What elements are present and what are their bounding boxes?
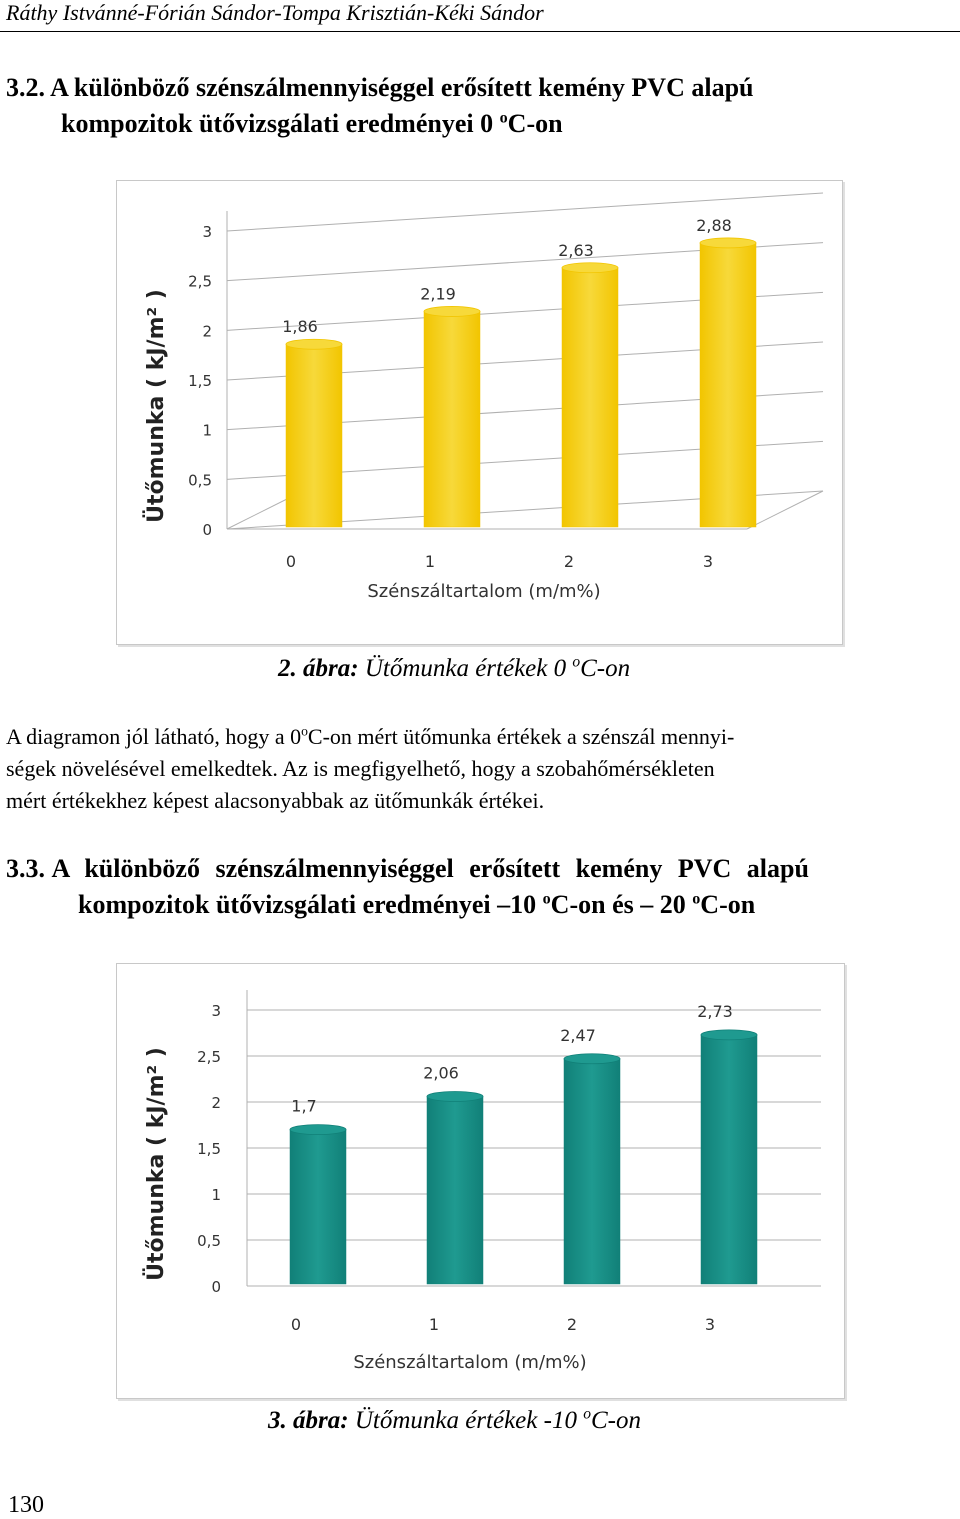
degree-sup: o: [583, 1405, 591, 1423]
x-tick-label: 3: [704, 1315, 716, 1334]
chart-svg: [117, 964, 844, 1398]
bar-0: [290, 1130, 346, 1284]
paragraph-line1: A diagramon jól látható, hogy a 0: [6, 724, 302, 749]
y-tick-label: 0,5: [197, 1232, 221, 1250]
paragraph-line3: mért értékekhez képest alacsonyabbak az ütőmunkák értékei.: [6, 788, 545, 813]
data-label: 2,63: [558, 240, 594, 260]
section-number: 3.3.: [6, 854, 45, 883]
header-rule: [0, 31, 960, 32]
chart-svg: [117, 181, 842, 644]
bar-top-1: [424, 306, 480, 316]
caption-text-end: C-on: [590, 1407, 641, 1434]
caption-text-end: C-on: [580, 655, 631, 682]
y-tick-label: 1,5: [197, 1140, 221, 1158]
bar-top-3: [701, 1030, 757, 1040]
chart-figure-2: [116, 180, 843, 645]
degree-sup: o: [542, 890, 551, 908]
data-label: 2,06: [423, 1063, 459, 1083]
bar-2: [562, 268, 618, 527]
x-tick-label: 1: [424, 552, 436, 571]
bar-1: [427, 1096, 483, 1284]
x-tick-label: 3: [702, 552, 714, 571]
y-tick-label: 2,5: [197, 1048, 221, 1066]
bar-3: [700, 243, 756, 527]
degree-sup: o: [301, 723, 308, 739]
x-axis-title: Szénszáltartalom (m/m%): [353, 1352, 587, 1373]
bar-top-2: [562, 263, 618, 273]
degree-sup: o: [572, 653, 581, 671]
section-title-line1: A különböző szénszálmennyiséggel erősített kemény PVC alapú: [51, 854, 809, 883]
x-tick-label: 1: [428, 1315, 440, 1334]
floor-side: [747, 491, 823, 529]
y-tick-label: 1: [202, 421, 212, 440]
degree-sup: o: [499, 109, 508, 127]
section-heading-3-2: [6, 70, 956, 142]
data-label: 2,73: [697, 1001, 733, 1021]
figure-2-caption: [278, 655, 630, 683]
caption-number: 2. ábra:: [278, 655, 359, 682]
x-tick-label: 0: [290, 1315, 302, 1334]
x-tick-label: 2: [566, 1315, 578, 1334]
gridline-back: [227, 193, 823, 231]
section-title-line2: kompozitok ütővizsgálati eredményei 0: [61, 109, 500, 138]
section-number: 3.2.: [6, 73, 45, 102]
x-axis-title: Szénszáltartalom (m/m%): [367, 581, 601, 602]
section-title-line2: kompozitok ütővizsgálati eredményei –10: [78, 890, 543, 919]
body-paragraph: [6, 721, 946, 817]
paragraph-line2: ségek növelésével emelkedtek. Az is megfigyelhető, hogy a szobahőmérsékleten: [6, 756, 715, 781]
y-tick-label: 1: [211, 1186, 221, 1204]
caption-number: 3. ábra:: [268, 1407, 349, 1434]
y-tick-label: 3: [211, 1002, 221, 1020]
y-tick-label: 2: [211, 1094, 221, 1112]
bar-top-0: [290, 1125, 346, 1135]
x-tick-label: 2: [563, 552, 575, 571]
bar-1: [424, 311, 480, 527]
chart-figure-3: [116, 963, 845, 1399]
paragraph-line1-end: C-on mért ütőmunka értékek a szénszál mennyi-: [307, 724, 735, 749]
caption-text: Ütőmunka értékek -10: [348, 1407, 584, 1434]
data-label: 2,19: [420, 284, 456, 304]
data-label: 1,7: [291, 1096, 317, 1116]
section-heading-3-3: [6, 851, 956, 923]
bar-top-2: [564, 1054, 620, 1064]
y-tick-label: 2: [202, 322, 212, 341]
data-label: 2,88: [696, 215, 732, 235]
y-axis-title: Ütőmunka ( kJ/m² ): [144, 1047, 169, 1281]
section-title-line2-end: C-on: [700, 890, 756, 919]
y-axis-title: Ütőmunka ( kJ/m² ): [144, 289, 169, 523]
y-tick-label: 2,5: [188, 272, 212, 291]
x-tick-label: 0: [285, 552, 297, 571]
y-tick-label: 1,5: [188, 372, 212, 390]
bar-3: [701, 1035, 757, 1284]
figure-3-caption: [268, 1407, 641, 1435]
page-number: 130: [8, 1492, 44, 1518]
bar-2: [564, 1059, 620, 1284]
y-tick-label: 0: [211, 1278, 221, 1296]
y-tick-label: 3: [202, 223, 212, 241]
running-header: Ráthy Istvánné-Fórián Sándor-Tompa Krisztián-Kéki Sándor: [6, 0, 544, 25]
bar-top-3: [700, 238, 756, 248]
degree-sup: o: [692, 890, 701, 908]
section-title-line2-mid: C-on és – 20: [550, 890, 693, 919]
bar-top-0: [286, 339, 342, 349]
section-title-line1: A különböző szénszálmennyiséggel erősített kemény PVC alapú: [50, 73, 754, 102]
data-label: 1,86: [282, 317, 318, 337]
section-title-line2-end: C-on: [507, 109, 563, 138]
data-label: 2,47: [560, 1025, 596, 1045]
y-tick-label: 0,5: [188, 471, 212, 490]
bar-top-1: [427, 1091, 483, 1101]
y-tick-label: 0: [202, 521, 212, 539]
bar-0: [286, 344, 342, 527]
caption-text: Ütőmunka értékek 0: [358, 655, 573, 682]
